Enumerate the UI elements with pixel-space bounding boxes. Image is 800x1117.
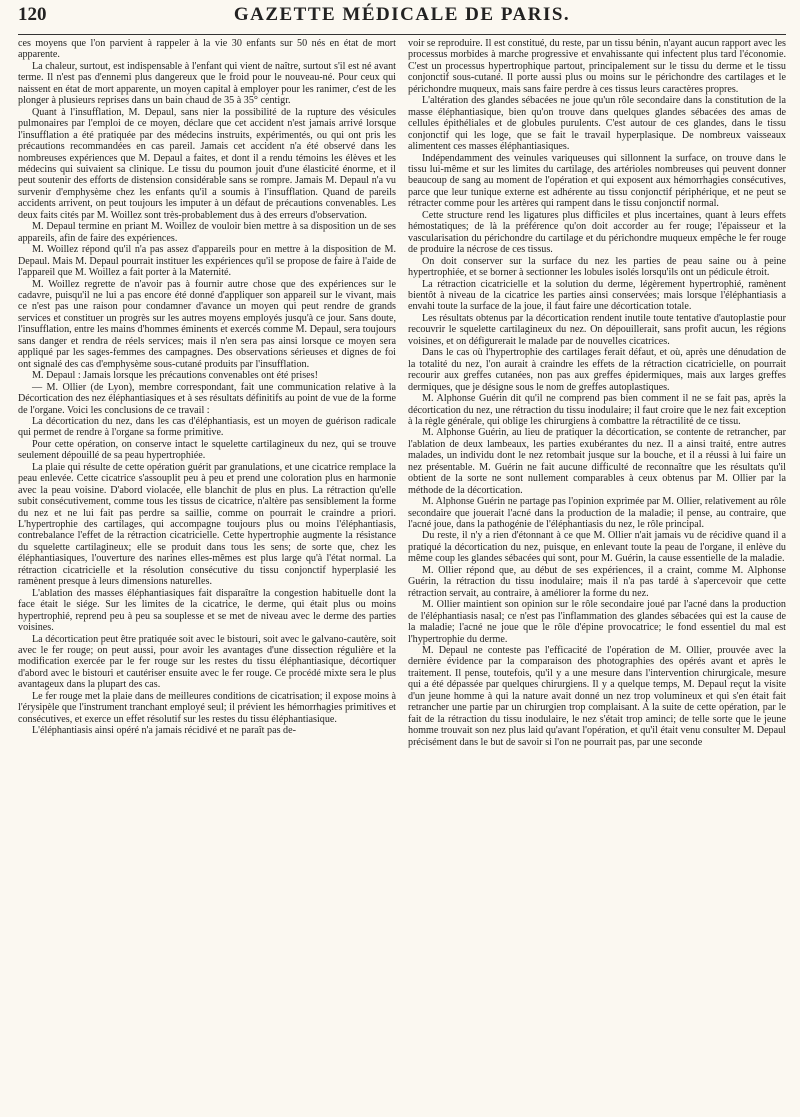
paragraph: Quant à l'insufflation, M. Depaul, sans nier la possibilité de la rupture des vésicules pulmonaires par l'emploi de ce moyen, déclare que cet accident n'est jamais arrivé lorsque l'insufflation a été pratiquée par des médecins instruits, expérimentés, ou qui ont pris les précautions recommandées en cas pareil. Jamais cet accident n'a été observé dans les nombreuses expériences que M. Depaul a faites, et dont il a rendu témoins les élèves et les médecins qui suivaient sa clinique. Le tissu du poumon jouit d'une élasticité énorme, et il peut soutenir des efforts de distension considérable sans se rompre. Jamais M. Depaul n'a vu survenir d'emphysème chez les enfants qu'il a soumis à l'insufflation. Quand de pareils accidents arrivent, on peut toujours les imputer à un défaut de précautions convenables. Les deux faits cités par M. Woillez sont très-probablement dus à des erreurs d'observation. — [18, 106, 396, 221]
paragraph: Le fer rouge met la plaie dans de meilleures conditions de cicatrisation; il expose moins à l'érysipèle que l'instrument tranchant employé seul; il prévient les hémorrhagies primitives et consécutives, et exerce un effet résolutif sur les restes du tissu éléphantiasique. — [18, 690, 396, 725]
paragraph: La rétraction cicatricielle et la solution du derme, légèrement hypertrophié, ramènent bientôt à niveau de la cicatrice les parties ainsi conservées; mais lorsque l'éléphantiasis a envahi toute la surface de la joue, il faut faire une décortication totale. — [408, 278, 786, 313]
paragraph: M. Depaul ne conteste pas l'efficacité de l'opération de M. Ollier, prouvée avec la dernière évidence par la comparaison des photographies des opérés avant et après le traitement. Il pense, toutefois, qu'il y a une mesure dans l'intervention chirurgicale, mesure qui a été dépassée par quelques chirurgiens. Il y a quelque temps, M. Depaul reçut la visite d'un jeune homme à qui la nature avait donné un nez trop volumineux et qui s'en était fait retrancher une partie par un chirurgien trop complaisant. A la suite de cette opération, par le fait de la rétraction du tissu inodulaire, le nez s'était trop aminci; de telle sorte que le jeune homme trouvait son nez plus laid qu'avant l'opération, et qu'il était venu consulter M. Depaul précisément dans le but de savoir si l'on ne pourrait pas, par une seconde — [408, 645, 786, 748]
paragraph: — M. Ollier (de Lyon), membre correspondant, fait une communication relative à la Décortication des nez éléphantiasiques et à ses résultats définitifs au point de vue de la forme de l'organe. Voici les conclusions de ce travail : — [18, 381, 396, 416]
paragraph: M. Depaul termine en priant M. Woillez de vouloir bien mettre à sa disposition un de ses appareils, afin de faire des expériences. — [18, 221, 396, 244]
text-columns — [18, 38, 786, 1113]
page-number: 120 — [18, 4, 47, 25]
right-column — [408, 38, 786, 1113]
paragraph: La chaleur, surtout, est indispensable à l'enfant qui vient de naître, surtout s'il est né avant terme. Il n'est pas d'ennemi plus dangereux que le froid pour le nouveau-né. Pour ceux qui naissent en état de mort apparente, un moyen capital à employer pour les ranimer, c'est de les plonger à plusieurs reprises dans un bain chaud de 35 à 35° centigr. — [18, 60, 396, 107]
paragraph: M. Woillez répond qu'il n'a pas assez d'appareils pour en mettre à la disposition de M. Depaul. Mais M. Depaul pourrait instituer les expériences qu'il se propose de faire à l'aide de l'appareil que M. Woillez a fait porter à la Maternité. — [18, 244, 396, 279]
left-column — [18, 38, 396, 1113]
paragraph: M. Ollier maintient son opinion sur le rôle secondaire joué par l'acné dans la production de l'éléphantiasis nasal; ce n'est pas l'inflammation des glandes sébacées qui est la cause de la maladie; l'acné ne joue que le rôle d'épine provocatrice; le fond essentiel du mal est l'hypertrophie du derme. — [408, 599, 786, 645]
paragraph: M. Depaul : Jamais lorsque les précautions convenables ont été prises! — [32, 370, 318, 382]
paragraph: M. Alphonse Guérin, au lieu de pratiquer la décortication, se contente de retrancher, par l'ablation de deux lambeaux, les parties exubérantes du nez. Il a ainsi traité, entre autres malades, un individu dont le nez retombait jusque sur la bouche, et il a réussi à lui faire un nez présentable. M. Guérin ne fait aucune difficulté de reconnaître que les résultats qu'il obtient de la sorte ne sont nullement comparables à ceux obtenus par M. Ollier par la méthode de la décortication. — [408, 427, 786, 496]
journal-title: GAZETTE MÉDICALE DE PARIS. — [233, 4, 571, 25]
header-rule — [18, 34, 786, 35]
page-header — [18, 4, 786, 34]
paragraph: Les résultats obtenus par la décortication rendent inutile toute tentative d'autoplastie pour recouvrir le squelette cartilagineux du nez. On dépouillerait, sans profit aucun, les régions voisines, et on défigurerait le malade par de nouvelles cicatrices. — [408, 312, 786, 347]
paragraph: Pour cette opération, on conserve intact le squelette cartilagineux du nez, qui se trouve seulement dépouillé de sa peau hypertrophiée. — [18, 438, 396, 462]
paragraph: M. Woillez regrette de n'avoir pas à fournir autre chose que des expériences sur le cadavre, puisqu'il ne lui a pas encore été donné d'appliquer son appareil sur le vivant, mais ce n'est pas une raison pour condamner d'avance un moyen qui peut rendre de grands services et constituer un progrès sur les autres moyens employés jusqu'à ce jour. Sans doute, l'insufflation, entre les mains d'hommes éminents et exercés comme M. Depaul, sera toujours sans danger et rendra de réels services; mais il n'en sera pas ainsi lorsque ce moyen sera appliqué par les sages-femmes des campagnes. Des observations sérieuses et dignes de foi ont signalé des cas d'emphysème sous-cutané produits par l'insufflation. — [18, 278, 396, 370]
paragraph: Cette structure rend les ligatures plus difficiles et plus incertaines, quant à leurs effets hémostatiques; de là la préférence qu'on doit accorder au fer rouge; l'épaisseur et la vascularisation du périchondre du cartilage et du périchondre muqueux empêche le fer rouge de produire la nécrose de ces tissus. — [408, 209, 786, 256]
paragraph: M. Alphonse Guérin dit qu'il ne comprend pas bien comment il ne se fait pas, après la décortication du nez, une rétraction du tissu inodulaire; il faut croire que le nez fait exception à la règle générale, qui oblige les chirurgiens à combattre la rétractilité de ce tissu. — [408, 393, 786, 427]
paragraph: L'éléphantiasis ainsi opéré n'a jamais récidivé et ne paraît pas de- — [32, 725, 296, 737]
paragraph: La décortication peut être pratiquée soit avec le bistouri, soit avec le galvano-cautère, soit avec le fer rouge; on peut aussi, pour avoir les avantages d'une dissection régulière et la modification exercée par le fer rouge sur les restes du tissu éléphantiasique, décortiquer d'abord avec le bistouri et cautériser ensuite avec le fer rouge. Ce procédé mixte sera le plus avantageux dans la plupart des cas. — [18, 633, 396, 691]
paragraph: L'ablation des masses éléphantiasiques fait disparaître la congestion habituelle dont la face était le siége. Sur les limites de la cicatrice, le derme, qui était plus ou moins hypertrophié, reprend peu à peu sa souplesse et se met de niveau avec le derme des parties voisines. — [18, 587, 396, 634]
paragraph: L'altération des glandes sébacées ne joue qu'un rôle secondaire dans la constitution de la masse éléphantiasique, bien qu'on trouve dans quelques glandes sébacées des amas de cellules épithéliales et de globules purulents. C'est autour de ces glandes, dans le tissu conjonctif qui les loge, que se fait le travail hyperplasique. De nombreux vaisseaux alimentent ces masses éléphantiasiques. — [408, 95, 786, 153]
paragraph: Du reste, il n'y a rien d'étonnant à ce que M. Ollier n'ait jamais vu de récidive quand il a pratiqué la décortication du nez, puisque, en enlevant toute la peau de l'organe, il enlève du même coup les glandes sébacées qui sont, pour M. Guérin, la cause essentielle de la maladie. — [408, 530, 786, 565]
paragraph: Indépendamment des veinules variqueuses qui sillonnent la surface, on trouve dans le tissu lui-même et sur les limites du cartilage, des artérioles nombreuses qui peuvent donner beaucoup de sang au moment de l'opération et qui exposent aux hémorrhagies consécutives, parce que leur tunique externe est adhérente au tissu conjonctif périphérique, et ne peut se rétracter comme pour les artères qui rampent dans le tissu conjonctif normal. — [408, 152, 786, 210]
paragraph: La décortication du nez, dans les cas d'éléphantiasis, est un moyen de guérison radicale qui permet de rendre à l'organe sa forme primitive. — [18, 415, 396, 439]
paragraph: M. Alphonse Guérin ne partage pas l'opinion exprimée par M. Ollier, relativement au rôle secondaire que jouerait l'acné dans la production de la maladie; il pense, au contraire, que l'acné joue, dans la pathogénie de l'éléphantiasis du nez, le rôle principal. — [408, 496, 786, 531]
paragraph: Dans le cas où l'hypertrophie des cartilages ferait défaut, et où, après une dénudation de la totalité du nez, l'on aurait à craindre les effets de la rétraction cicatricielle, on pourrait recourir aux greffes cutanées, non pas aux greffes épidermiques, mais aux larges greffes dermiques, que je désigne sous le nom de greffes autoplastiques. — [408, 347, 786, 393]
paragraph: La plaie qui résulte de cette opération guérit par granulations, et une cicatrice remplace la peau enlevée. Cette cicatrice s'assouplit peu à peu et prend une coloration plus en harmonie avec la peau voisine. D'abord violacée, elle blanchit de plus en plus. La rétraction qu'elle subit consécutivement, comme tous les tissus de cicatrice, n'altère pas sensiblement la forme du nez et ne lui fait pas perdre sa saillie, comme on pourrait le craindre a priori. L'hypertrophie des cartilages, qui accompagne toujours plus ou moins l'éléphantiasis, contrebalance l'effet de la rétraction cicatricielle. Cette hypertrophie augmente la résistance du squelette cartilagineux; elle se produit dans tous les sens; de sorte que, chez les éléphantiasiques, l'ouverture des narines elles-mêmes est plus large qu'à l'état normal. La rétraction cicatricielle et la résolution consécutive du tissu conjonctif hyperplasié les ramènent presque à leurs dimensions naturelles. — [18, 461, 396, 588]
paragraph: On doit conserver sur la surface du nez les parties de peau saine ou à peine hypertrophiée, et se borner à sectionner les lobules isolés lorsqu'ils ont un pédicule étroit. — [408, 255, 786, 279]
paragraph: M. Ollier répond que, au début de ses expériences, il a craint, comme M. Alphonse Guérin, la rétraction du tissu inodulaire; mais il n'a pas tardé à s'apercevoir que cette rétraction servait, au contraire, à améliorer la forme du nez. — [408, 564, 786, 599]
paragraph: ces moyens que l'on parvient à rappeler à la vie 30 enfants sur 50 nés en état de mort apparente. — [18, 38, 396, 61]
paragraph: voir se reproduire. Il est constitué, du reste, par un tissu bénin, n'ayant aucun rapport avec les processus morbides à marche progressive et envahissante qui infectent plus tard l'économie. C'est un processus hypertrophique partout, principalement sur le tissu du derme et le tissu conjonctif sous-cutané. Il porte aussi plus ou moins sur le périchondre des cartilages et le périchondre muqueux, mais sans faire perdre à ces tissus leurs caractères propres. — [408, 38, 786, 95]
